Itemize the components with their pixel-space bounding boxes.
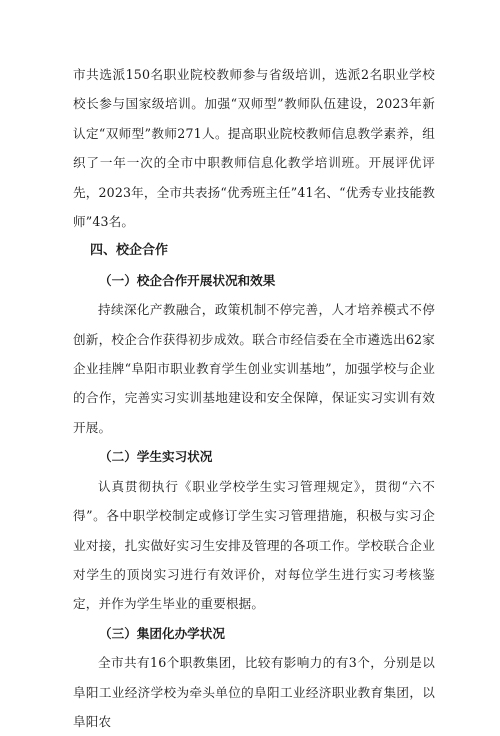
paragraph-cooperation-status: 持续深化产教融合，政策机制不停完善，人才培养模式不停创新，校企合作获得初步成效。联合市经信委在全市遴选出62家企业挂牌“阜阳市职业教育学生创业实训基地”，加强学校与企业的合作，完善实习实训基地建设和安全保障，保证实习实训有效开展。 (73, 302, 435, 435)
document-page (73, 60, 435, 736)
section-heading-school-enterprise-cooperation: 四、校企合作 (90, 243, 169, 259)
subheading-internship-status: （二）学生实习状况 (99, 449, 213, 465)
subheading-cooperation-status: （一）校企合作开展状况和效果 (99, 272, 276, 288)
paragraph-teacher-training: 市共选派150名职业院校教师参与省级培训，选派2名职业学校校长参与国家级培训。加强“双师型”教师队伍建设，2023年新认定“双师型”教师271人。提高职业院校教师信息教学素养，组织了一年一次的全市中职教师信息化教学培训班。开展评优评先，2023年，全市共表扬“优秀班主任”41名、“优秀专业技能教师”43名。 (73, 67, 435, 230)
subheading-group-schooling: （三）集团化办学状况 (99, 625, 225, 641)
paragraph-group-schooling: 全市共有16个职教集团，比较有影响力的有3个，分别是以阜阳工业经济学校为牵头单位的阜阳工业经济职业教育集团，以阜阳农 (73, 655, 435, 729)
paragraph-internship-status: 认真贯彻执行《职业学校学生实习管理规定》，贯彻“六不得”。各中职学校制定或修订学生实习管理措施，积极与实习企业对接，扎实做好实习生安排及管理的各项工作。学校联合企业对学生的顶岗实习进行有效评价，对每位学生进行实习考核鉴定，并作为学生毕业的重要根据。 (73, 478, 435, 612)
